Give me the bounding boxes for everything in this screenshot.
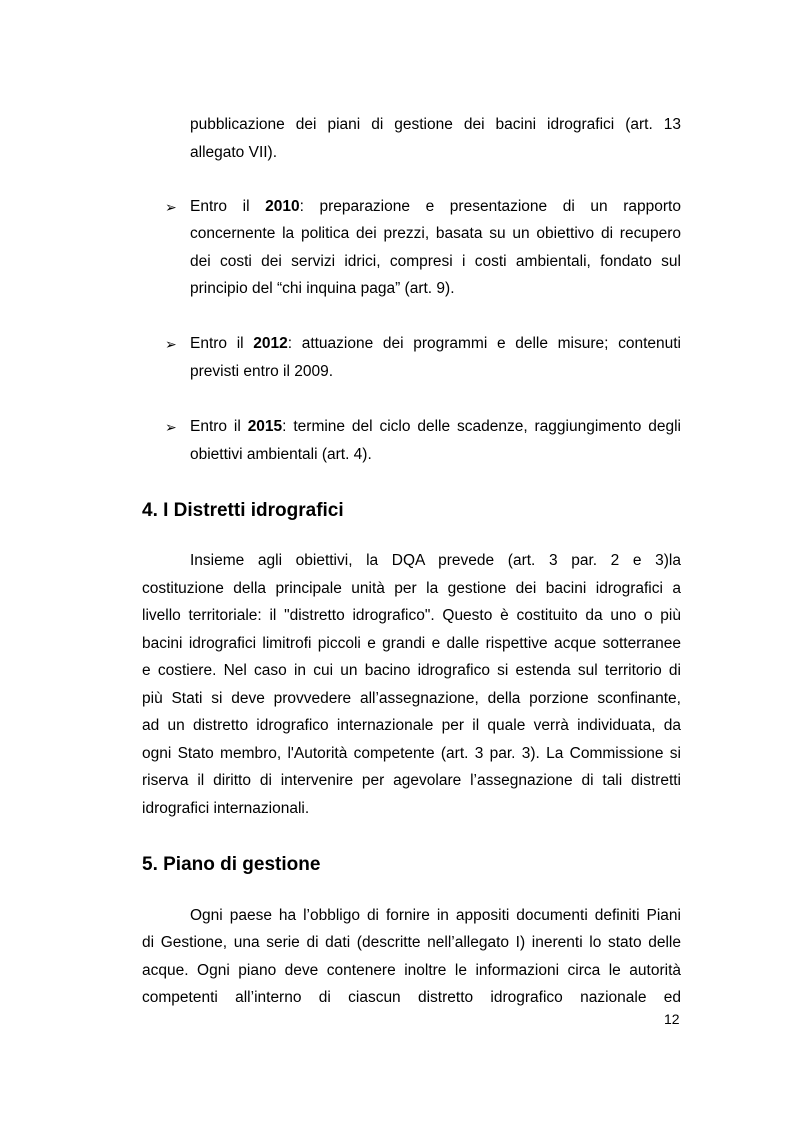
section5-paragraph-line: Ogni paese ha l’obbligo di fornire in appositi documenti definiti Piani [190, 907, 681, 924]
section5-paragraph-line: competenti all’interno di ciascun distretto idrografico nazionale ed [142, 989, 681, 1006]
section4-paragraph-line: livello territoriale: il "distretto idrografico". Questo è costituito da uno o più [142, 607, 681, 624]
section4-paragraph-line: bacini idrografici limitrofi piccoli e grandi e dalle rispettive acque sotterranee [142, 635, 681, 652]
bullet-text: : attuazione dei programmi e delle misure; contenuti [287, 335, 681, 352]
section-heading-4: 4. I Distretti idrografici [142, 500, 344, 521]
bullet-prefix: Entro il [190, 335, 254, 352]
bullet-2010-line-1 [190, 197, 681, 217]
bullet-arrow-icon: ➢ [165, 199, 177, 215]
section4-paragraph-line: riserva il diritto di intervenire per agevolare l’assegnazione di tali distretti [142, 772, 681, 789]
section4-paragraph-line: Insieme agli obiettivi, la DQA prevede (art. 3 par. 2 e 3)la [190, 552, 681, 569]
continuation-line-1: pubblicazione dei piani di gestione dei bacini idrografici (art. 13 [190, 116, 681, 133]
bullet-2015-line-2: obiettivi ambientali (art. 4). [190, 446, 372, 463]
section4-paragraph-line: e costiere. Nel caso in cui un bacino idrografico si estenda sul territorio di [142, 662, 681, 679]
bullet-prefix: Entro il [190, 198, 266, 215]
page-number: 12 [664, 1011, 680, 1027]
section4-paragraph-line: più Stati si deve provvedere all’assegnazione, della porzione sconfinante, [142, 690, 681, 707]
bullet-2012-line-1 [190, 334, 681, 354]
section5-paragraph-line: acque. Ogni piano deve contenere inoltre le informazioni circa le autorità [142, 962, 681, 979]
bullet-arrow-icon: ➢ [165, 419, 177, 435]
bullet-year: 2015 [247, 418, 283, 435]
bullet-2012-line-2: previsti entro il 2009. [190, 363, 334, 380]
section4-paragraph-line: ogni Stato membro, l'Autorità competente (art. 3 par. 3). La Commissione si [142, 745, 681, 762]
bullet-2010-line-2: concernente la politica dei prezzi, basata su un obiettivo di recupero [190, 225, 681, 242]
bullet-arrow-icon: ➢ [165, 336, 177, 352]
section4-paragraph-line: ad un distretto idrografico internazionale per il quale verrà individuata, da [142, 717, 681, 734]
section-heading-5: 5. Piano di gestione [142, 854, 321, 875]
continuation-line-2: allegato VII). [190, 144, 278, 161]
bullet-prefix: Entro il [190, 418, 248, 435]
bullet-text: : preparazione e presentazione di un rapporto [299, 198, 681, 215]
bullet-text: : termine del ciclo delle scadenze, raggiungimento degli [282, 418, 681, 435]
section5-paragraph-line: di Gestione, una serie di dati (descritte nell’allegato I) inerenti lo stato delle [142, 934, 681, 951]
bullet-year: 2010 [265, 198, 300, 215]
bullet-2010-line-3: dei costi dei servizi idrici, compresi i costi ambientali, fondato sul [190, 253, 681, 270]
bullet-2015-line-1 [190, 417, 681, 437]
bullet-year: 2012 [253, 335, 288, 352]
section4-paragraph-line: idrografici internazionali. [142, 800, 310, 817]
bullet-2010-line-4: principio del “chi inquina paga” (art. 9). [190, 280, 455, 297]
section4-paragraph-line: costituzione della principale unità per la gestione dei bacini idrografici a [142, 580, 681, 597]
